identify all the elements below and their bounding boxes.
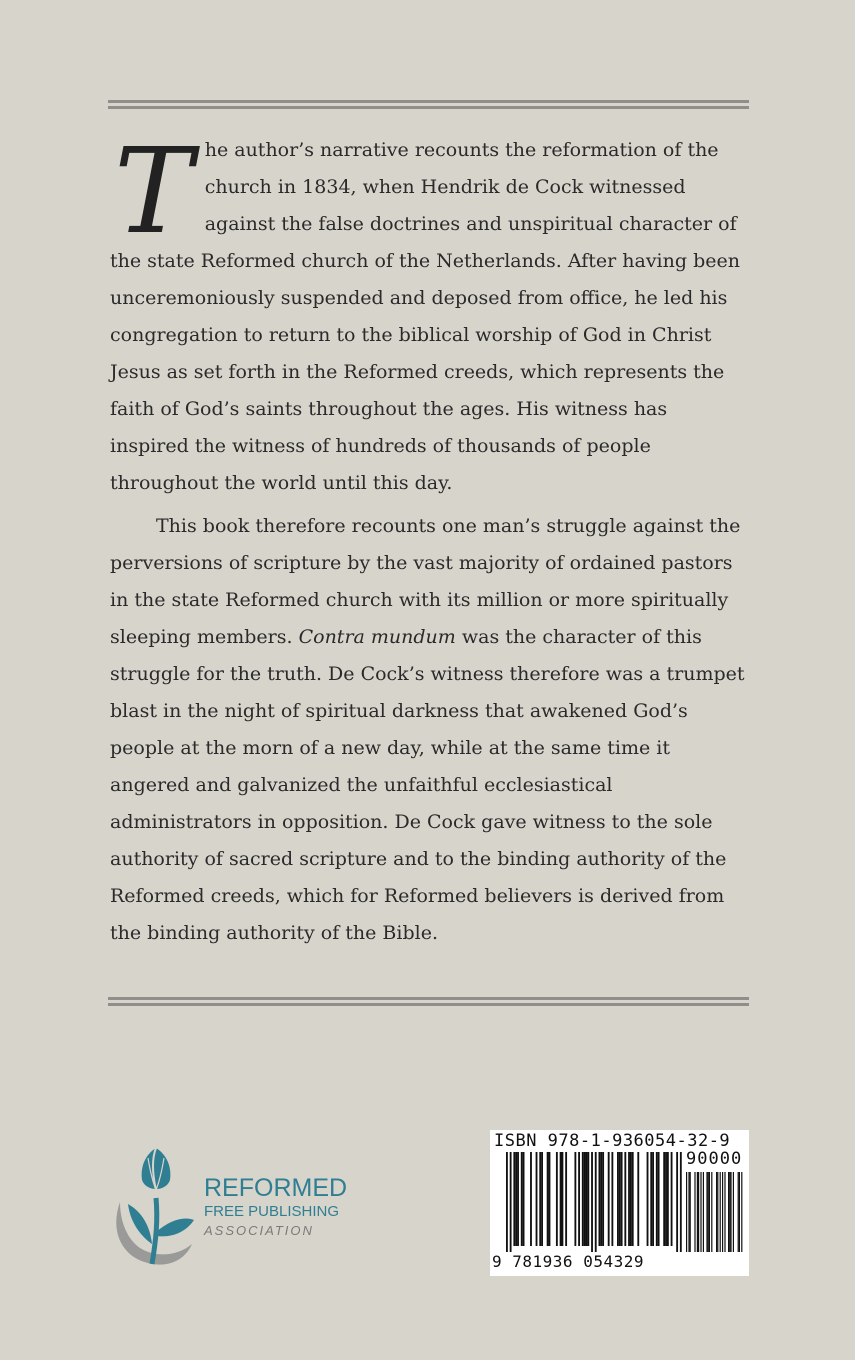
barcode-bar bbox=[536, 1152, 538, 1246]
barcode-bar bbox=[547, 1152, 549, 1246]
addon-bar bbox=[688, 1172, 689, 1252]
barcode-bar bbox=[515, 1152, 517, 1246]
barcode-bar bbox=[582, 1152, 584, 1246]
barcode-bar bbox=[560, 1152, 562, 1246]
blurb-paragraph-1-text: he author’s narrative recounts the reformation of the church in 1834, when Hendrik de Cock witnessed against the false doctrines and unspiritual character of the state Reformed church of the Netherlands. After having been unceremoniously suspended and deposed from office, he led his congregation to return to the biblical worship of God in Christ Jesus as set forth in the Reformed creeds, which represents the faith of God’s saints throughout the ages. His witness has inspired the witness of hundreds of thousands of people throughout the world until this day. bbox=[110, 139, 740, 494]
addon-bar bbox=[700, 1172, 701, 1252]
addon-barcode-bars bbox=[686, 1172, 744, 1252]
addon-bar bbox=[703, 1172, 704, 1252]
price-addon-label: 90000 bbox=[686, 1149, 743, 1169]
addon-bar bbox=[722, 1172, 723, 1252]
barcode-bar bbox=[624, 1152, 626, 1246]
publisher-line-1: REFORMED bbox=[204, 1174, 348, 1202]
barcode-bar bbox=[599, 1152, 601, 1246]
barcode-bar bbox=[530, 1152, 532, 1246]
barcode-bar bbox=[521, 1152, 523, 1246]
addon-bar bbox=[694, 1172, 695, 1252]
barcode-bar bbox=[586, 1152, 588, 1246]
drop-cap: T bbox=[114, 122, 193, 260]
barcode-bar bbox=[591, 1152, 593, 1252]
barcode-bar bbox=[523, 1152, 525, 1246]
barcode-bar bbox=[630, 1152, 632, 1246]
barcode-bar bbox=[602, 1152, 604, 1246]
barcode-bar bbox=[513, 1152, 515, 1246]
addon-bar bbox=[720, 1172, 721, 1252]
barcode-bar bbox=[584, 1152, 586, 1246]
barcode-bar bbox=[578, 1152, 580, 1246]
barcode-bar bbox=[647, 1152, 649, 1246]
ean-barcode-bars bbox=[494, 1152, 684, 1252]
bottom-double-rule bbox=[108, 997, 749, 1006]
top-double-rule bbox=[108, 100, 749, 109]
addon-bar bbox=[729, 1172, 730, 1252]
addon-bar bbox=[724, 1172, 725, 1252]
addon-bar bbox=[708, 1172, 709, 1252]
publisher-logo bbox=[112, 1140, 372, 1270]
blurb-paragraph-2-end: was the character of this struggle for the truth. De Cock’s witness therefore was a trumpet blast in the night of spiritual darkness that awakened God’s people at the morn of a new day, while at the same time it angered and galvanized the unfaithful ecclesiastical administrators in opposition. De Cock gave witness to the sole authority of sacred scripture and to the binding authority of the Reformed creeds, which for Reformed believers is derived from the binding authority of the Bible. bbox=[110, 626, 745, 944]
addon-bar bbox=[697, 1172, 698, 1252]
barcode-bar bbox=[562, 1152, 564, 1246]
latin-phrase: Contra mundum bbox=[298, 626, 456, 648]
barcode-bar bbox=[539, 1152, 541, 1246]
addon-bar bbox=[717, 1172, 718, 1252]
barcode-bar bbox=[565, 1152, 567, 1246]
barcode-bar bbox=[608, 1152, 610, 1246]
ean-digits: 9 781936 054329 bbox=[492, 1252, 644, 1271]
addon-bar bbox=[730, 1172, 731, 1252]
addon-bar bbox=[690, 1172, 691, 1252]
barcode-bar bbox=[680, 1152, 682, 1252]
barcode-bar bbox=[617, 1152, 619, 1246]
barcode-bar bbox=[632, 1152, 634, 1246]
barcode-bar bbox=[556, 1152, 558, 1246]
isbn-label: ISBN 978-1-936054-32-9 bbox=[494, 1131, 731, 1151]
addon-bar bbox=[711, 1172, 712, 1252]
back-cover-blurb bbox=[110, 122, 750, 952]
barcode-bar bbox=[658, 1152, 660, 1246]
addon-bar bbox=[686, 1172, 687, 1252]
publisher-line-2: FREE PUBLISHING bbox=[204, 1203, 340, 1220]
barcode-bar bbox=[650, 1152, 652, 1246]
barcode-bar bbox=[637, 1152, 639, 1246]
addon-bar bbox=[716, 1172, 717, 1252]
barcode-bar bbox=[506, 1152, 508, 1252]
barcode-bar bbox=[574, 1152, 576, 1246]
addon-bar bbox=[738, 1172, 739, 1252]
barcode-bar bbox=[510, 1152, 512, 1252]
addon-bar bbox=[728, 1172, 729, 1252]
barcode-bar bbox=[611, 1152, 613, 1246]
barcode-bar bbox=[549, 1152, 551, 1246]
barcode-bar bbox=[595, 1152, 597, 1252]
barcode-bar bbox=[619, 1152, 621, 1246]
barcode-bar bbox=[676, 1152, 678, 1252]
addon-bar bbox=[709, 1172, 710, 1252]
barcode-bar bbox=[671, 1152, 673, 1246]
blurb-paragraph-1 bbox=[110, 122, 750, 502]
addon-bar bbox=[733, 1172, 734, 1252]
addon-bar bbox=[706, 1172, 707, 1252]
barcode-bar bbox=[652, 1152, 654, 1246]
barcode-bar bbox=[541, 1152, 543, 1246]
barcode-bar bbox=[667, 1152, 669, 1246]
addon-bar bbox=[698, 1172, 699, 1252]
addon-bar bbox=[739, 1172, 740, 1252]
barcode-bar bbox=[628, 1152, 630, 1246]
barcode-bar bbox=[665, 1152, 667, 1246]
barcode-bar bbox=[621, 1152, 623, 1246]
barcode-bar bbox=[587, 1152, 589, 1246]
blurb-paragraph-2 bbox=[110, 508, 750, 952]
blurb-paragraph-2-start: This book therefore recounts one man’s struggle against the perversions of scripture by the vast majority of ordained pastors in the state Reformed church with its million or more spiritually sleeping members. bbox=[110, 515, 741, 648]
barcode-bar bbox=[663, 1152, 665, 1246]
addon-bar bbox=[741, 1172, 742, 1252]
publisher-name bbox=[204, 1174, 347, 1240]
barcode-bar bbox=[656, 1152, 658, 1246]
tulip-logo-icon bbox=[112, 1140, 202, 1270]
publisher-line-3: ASSOCIATION bbox=[204, 1223, 314, 1238]
barcode-bar bbox=[517, 1152, 519, 1246]
barcode-bar bbox=[600, 1152, 602, 1246]
isbn-barcode bbox=[490, 1130, 749, 1276]
